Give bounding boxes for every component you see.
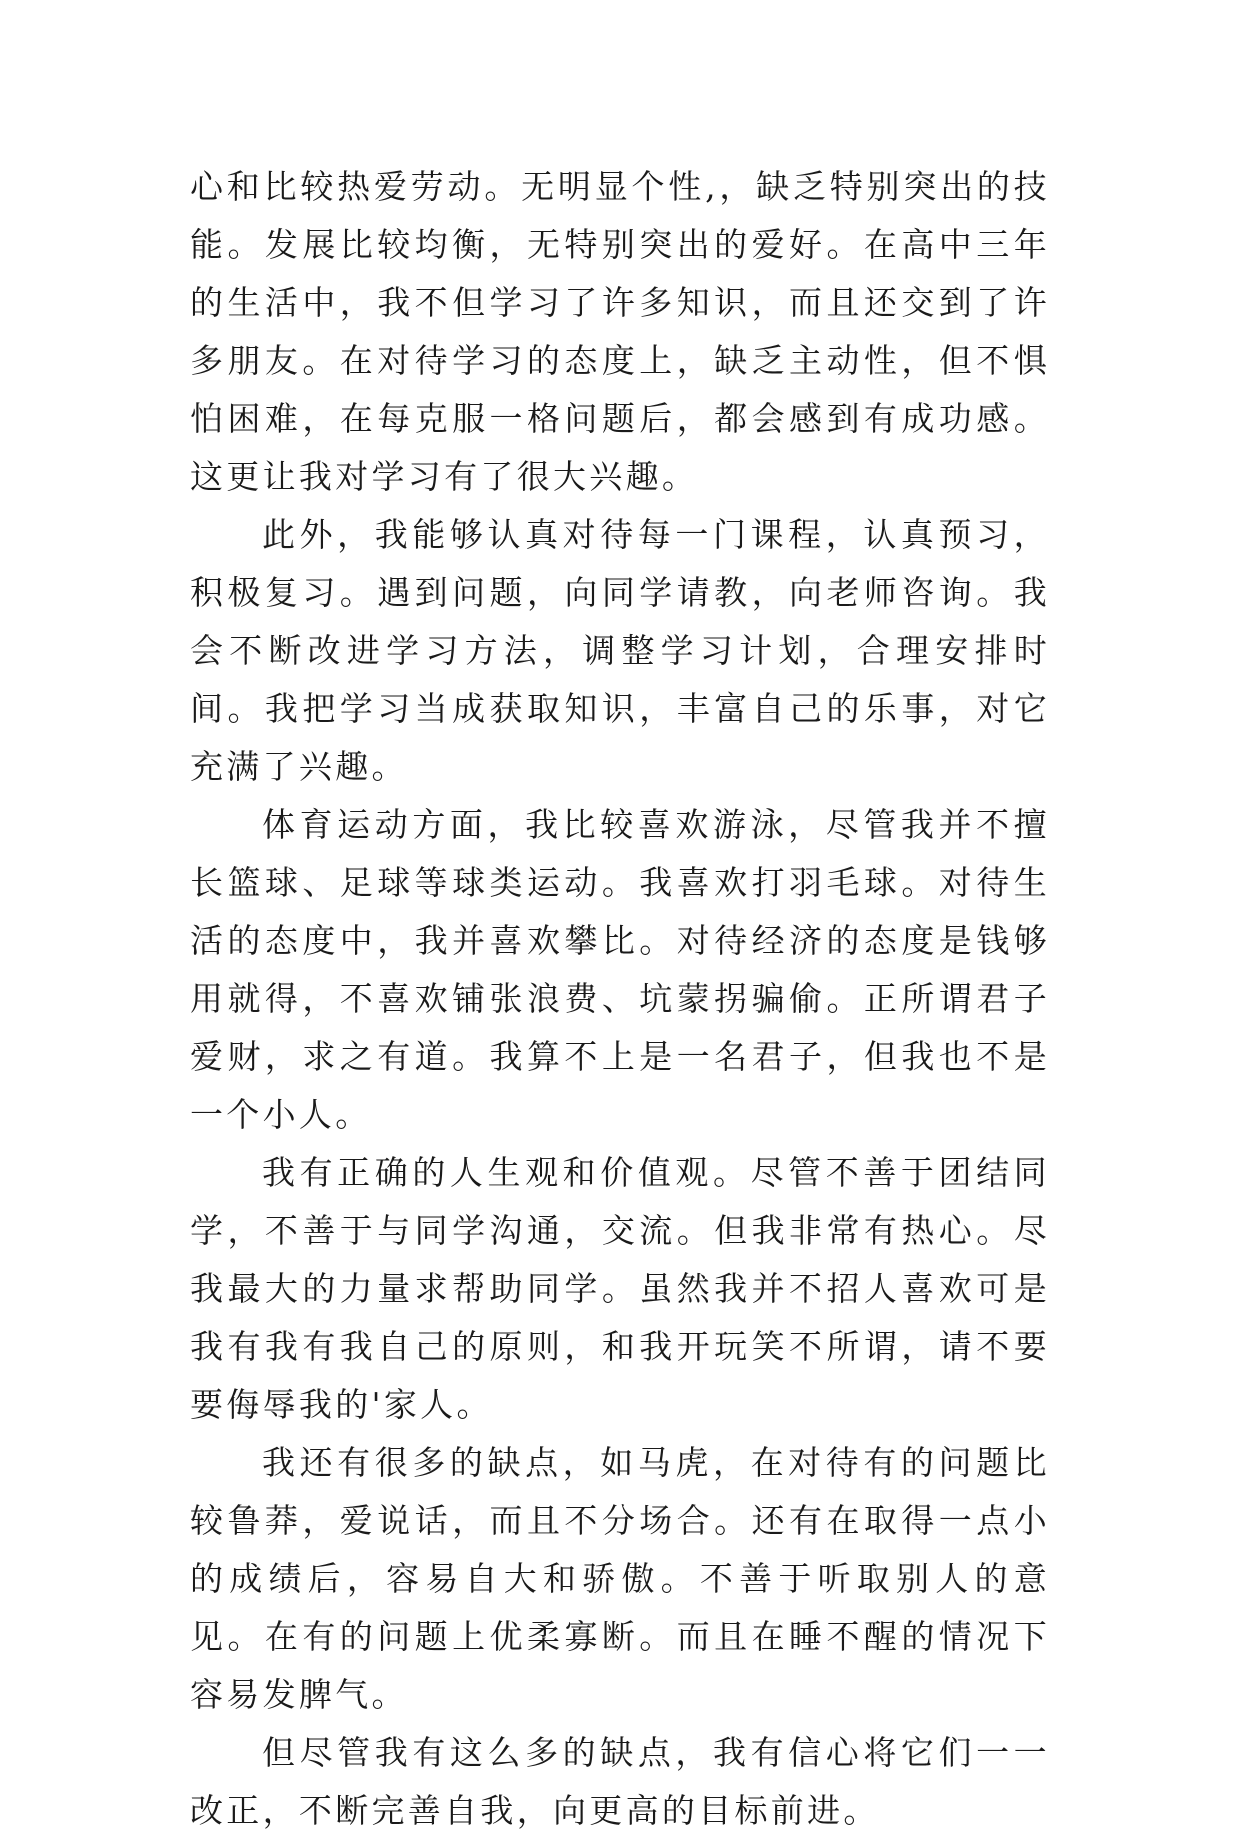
paragraph-5: 我还有很多的缺点，如马虎，在对待有的问题比较鲁莽，爱说话，而且不分场合。还有在取得一点小的成绩后，容易自大和骄傲。不善于听取别人的意见。在有的问题上优柔寡断。而且在睡不醒的情况下容易发脾气。 [190,1443,1050,1714]
paragraph-1: 心和比较热爱劳动。无明显个性,，缺乏特别突出的技能。发展比较均衡，无特别突出的爱好。在高中三年的生活中，我不但学习了许多知识，而且还交到了许多朋友。在对待学习的态度上，缺乏主动性，但不惧怕困难，在每克服一格问题后，都会感到有成功感。这更让我对学习有了很大兴趣。 [190,167,1050,496]
paragraph-3: 体育运动方面，我比较喜欢游泳，尽管我并不擅长篮球、足球等球类运动。我喜欢打羽毛球。对待生活的态度中，我并喜欢攀比。对待经济的态度是钱够用就得，不喜欢铺张浪费、坑蒙拐骗偷。正所谓君子爱财，求之有道。我算不上是一名君子，但我也不是一个小人。 [190,805,1050,1134]
paragraph-2: 此外，我能够认真对待每一门课程，认真预习，积极复习。遇到问题，向同学请教，向老师咨询。我会不断改进学习方法，调整学习计划，合理安排时间。我把学习当成获取知识，丰富自己的乐事，对它充满了兴趣。 [190,515,1050,786]
document-body [190,158,1050,1840]
paragraph-4: 我有正确的人生观和价值观。尽管不善于团结同学，不善于与同学沟通，交流。但我非常有热心。尽我最大的力量求帮助同学。虽然我并不招人喜欢可是我有我有我自己的原则，和我开玩笑不所谓，请不要要侮辱我的'家人。 [190,1153,1050,1424]
paragraph-6: 但尽管我有这么多的缺点，我有信心将它们一一改正，不断完善自我，向更高的目标前进。 [190,1733,1050,1830]
